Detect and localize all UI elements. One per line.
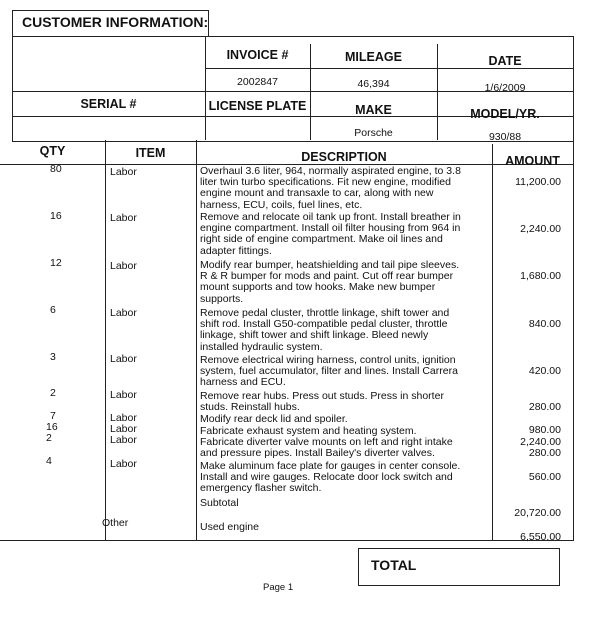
row-description: Fabricate diverter valve mounts on left and right intake and pressure pipes. Install Bailey's diverter valves. bbox=[200, 436, 453, 460]
row-amount: 11,200.00 bbox=[515, 176, 561, 188]
make-value: Porsche bbox=[354, 127, 393, 139]
rule bbox=[196, 140, 197, 540]
rule bbox=[492, 144, 493, 540]
row-description: Remove and relocate oil tank up front. Install breather in engine compartment. Install oil filter housing from 964 in right side of engine compartment. Make oil lines and adapter fittings. bbox=[200, 211, 461, 257]
model-year-label: MODEL/YR. bbox=[470, 107, 540, 121]
row-amount: 1,680.00 bbox=[520, 270, 561, 282]
mileage-value: 46,394 bbox=[357, 78, 390, 90]
row-item: Labor bbox=[110, 458, 137, 470]
row-description: Modify rear bumper, heatshielding and tail pipe sleeves. R & R bumper for mods and paint. Cut off rear bumper mount supports and tow hooks. Make new bumper supports. bbox=[200, 259, 460, 305]
total-label: TOTAL bbox=[371, 557, 417, 573]
row-description: Overhaul 3.6 liter, 964, normally aspirated engine, to 3.8 liter twin turbo specifications. Fit new engine, modified engine mount and transaxle to car, along with new harness, ECU, coils, fuel lines, etc. bbox=[200, 165, 461, 211]
row-qty: 80 bbox=[50, 163, 62, 175]
date-value: 1/6/2009 bbox=[484, 82, 526, 94]
row-qty: 16 bbox=[50, 210, 62, 222]
row-amount: 560.00 bbox=[528, 471, 561, 483]
row-item: Labor bbox=[110, 412, 137, 424]
row-item: Labor bbox=[110, 307, 137, 319]
row-amount: 2,240.00 bbox=[520, 436, 561, 448]
row-qty: 6 bbox=[50, 304, 56, 316]
row-amount: 420.00 bbox=[528, 365, 561, 377]
row-description: Remove rear hubs. Press out studs. Press in shorter studs. Reinstall hubs. bbox=[200, 390, 444, 414]
make-label: MAKE bbox=[355, 103, 392, 117]
qty-header: QTY bbox=[39, 144, 66, 158]
row-description: Remove pedal cluster, throttle linkage, shift tower and shift rod. Install G50-compatible pedal cluster, throttle linkage, shift tower and shift linkage. Bleed newly installed hydraulic system. bbox=[200, 307, 450, 353]
invoice-label: INVOICE # bbox=[226, 48, 289, 62]
row-qty: 2 bbox=[50, 387, 56, 399]
row-amount: 280.00 bbox=[528, 447, 561, 459]
row-description: Modify rear deck lid and spoiler. bbox=[200, 413, 348, 425]
page-number: Page 1 bbox=[263, 582, 294, 593]
description-header: DESCRIPTION bbox=[301, 150, 387, 164]
mileage-label: MILEAGE bbox=[345, 50, 402, 64]
serial-label: SERIAL # bbox=[80, 97, 137, 111]
invoice-number: 2002847 bbox=[237, 76, 278, 88]
rule bbox=[105, 140, 106, 540]
row-description: Remove electrical wiring harness, control units, ignition system, fuel accumulator, filter and lines. Install Carrera harness and ECU. bbox=[200, 354, 458, 389]
row-amount: 980.00 bbox=[528, 424, 561, 436]
row-item: Labor bbox=[110, 353, 137, 365]
row-qty: 4 bbox=[46, 455, 52, 467]
row-qty: 16 bbox=[46, 421, 58, 433]
subtotal-amount: 20,720.00 bbox=[514, 507, 561, 519]
row-item: Labor bbox=[110, 423, 137, 435]
row-qty: 3 bbox=[50, 351, 56, 363]
license-plate-label: LICENSE PLATE bbox=[208, 99, 307, 113]
item-header: ITEM bbox=[135, 146, 166, 160]
customer-info-label: CUSTOMER INFORMATION: bbox=[22, 14, 209, 30]
subtotal-label: Subtotal bbox=[200, 497, 239, 509]
model-year-value: 930/88 bbox=[488, 131, 522, 143]
row-description: Make aluminum face plate for gauges in center console. Install and wire gauges. Relocate door lock switch and emergency flasher switch. bbox=[200, 460, 461, 495]
row-item: Labor bbox=[110, 212, 137, 224]
amount-header: AMOUNT bbox=[505, 154, 560, 168]
row-qty: 2 bbox=[46, 432, 52, 444]
other-item: Other bbox=[102, 517, 129, 529]
row-description: Fabricate exhaust system and heating system. bbox=[200, 425, 417, 437]
row-item: Labor bbox=[110, 260, 137, 272]
row-item: Labor bbox=[110, 434, 137, 446]
row-item: Labor bbox=[110, 166, 137, 178]
row-amount: 280.00 bbox=[528, 401, 561, 413]
row-amount: 2,240.00 bbox=[520, 223, 561, 235]
other-amount: 6,550.00 bbox=[520, 531, 561, 543]
rule bbox=[205, 68, 573, 69]
other-description: Used engine bbox=[200, 521, 259, 533]
row-qty: 7 bbox=[50, 410, 56, 422]
row-amount: 840.00 bbox=[528, 318, 561, 330]
row-qty: 12 bbox=[50, 257, 62, 269]
date-label: DATE bbox=[488, 54, 522, 68]
row-item: Labor bbox=[110, 389, 137, 401]
